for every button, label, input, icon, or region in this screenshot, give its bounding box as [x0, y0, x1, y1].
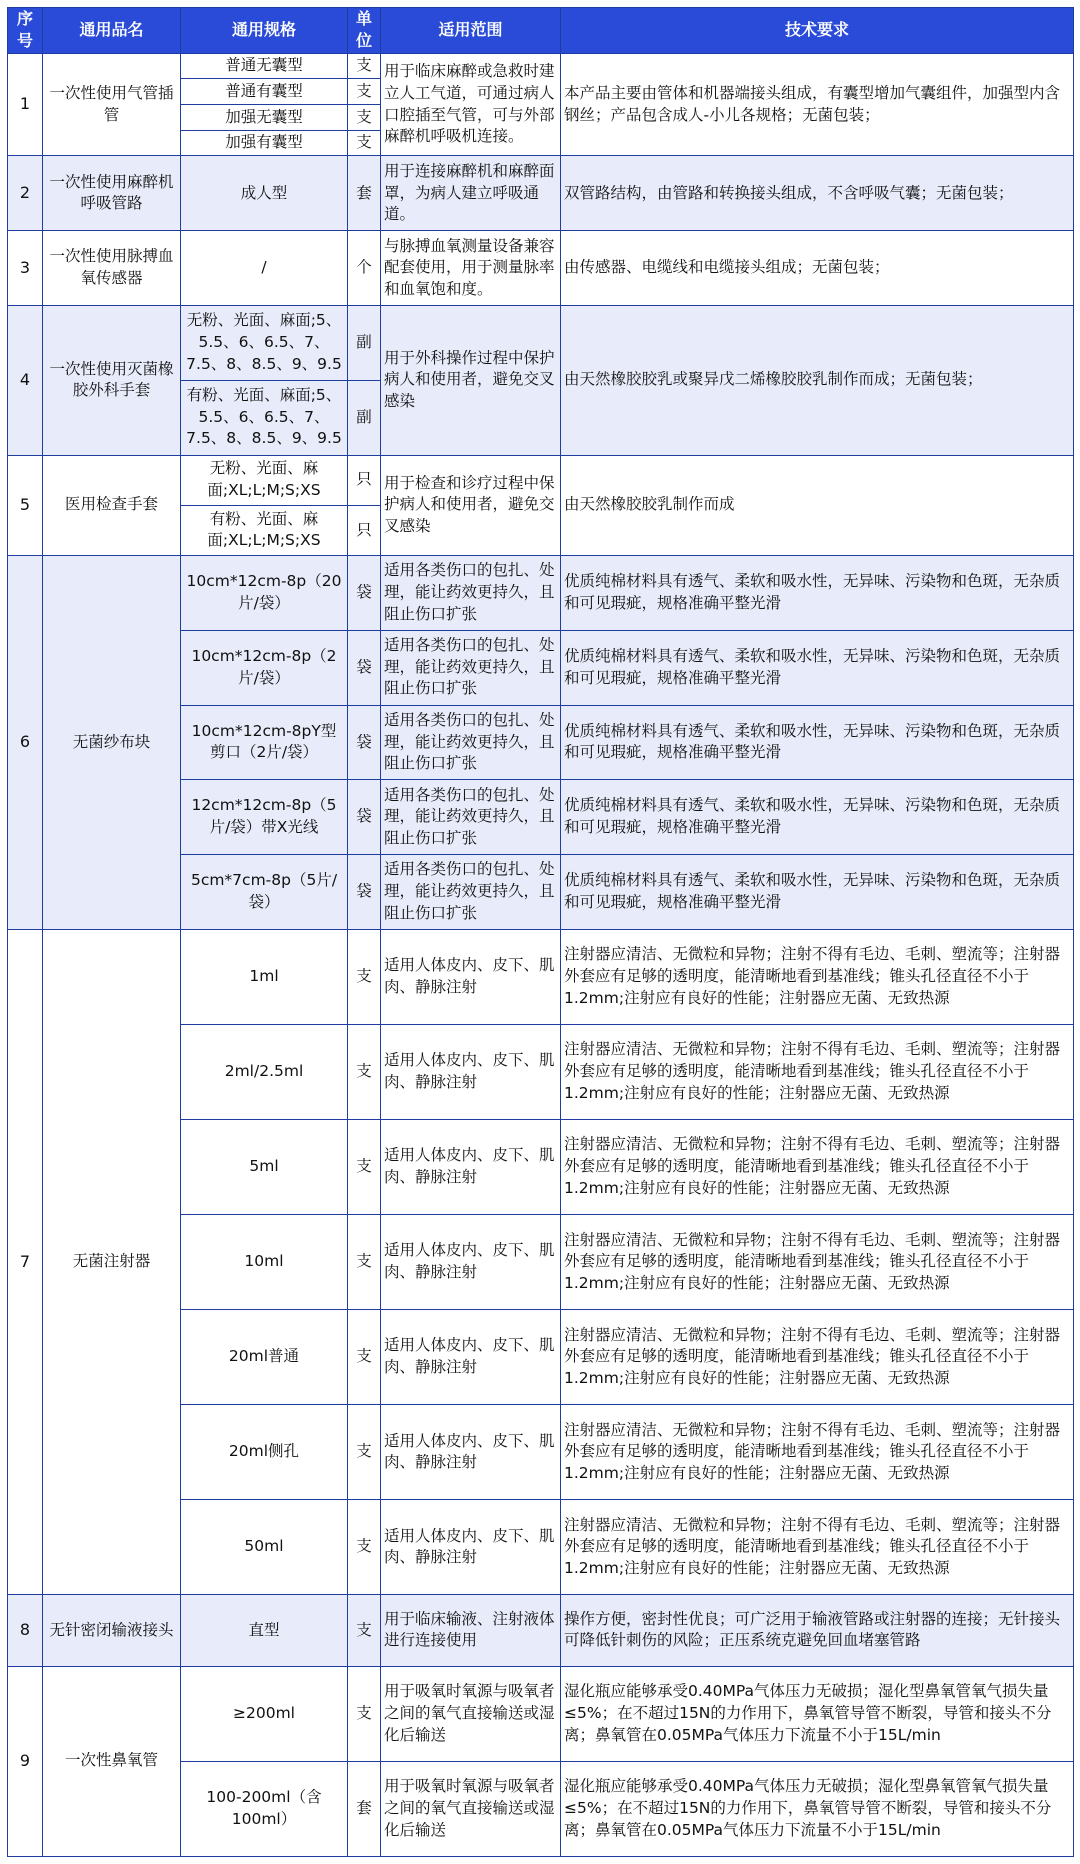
requirement-cell: 优质纯棉材料具有透气、柔软和吸水性，无异味、污染物和色斑，无杂质和可见瑕疵，规格准确平整光滑 — [561, 555, 1074, 630]
requirement-cell: 由天然橡胶胶乳制作而成 — [561, 455, 1074, 555]
table-row — [8, 1595, 1074, 1666]
unit-cell: 支 — [348, 1310, 381, 1405]
spec-cell: 有粉、光面、麻面;XL;L;M;S;XS — [181, 505, 348, 555]
requirement-cell: 本产品主要由管体和机器端接头组成，有囊型增加气囊组件，加强型内含钢丝；产品包含成人-小儿各规格；无菌包装； — [561, 53, 1074, 156]
spec-cell: 20ml侧孔 — [181, 1405, 348, 1500]
product-name: 无菌注射器 — [43, 929, 181, 1595]
header-name: 通用品名 — [43, 8, 181, 54]
unit-cell: 袋 — [348, 555, 381, 630]
spec-cell: 50ml — [181, 1500, 348, 1595]
spec-cell: 20ml普通 — [181, 1310, 348, 1405]
unit-cell: 副 — [348, 306, 381, 381]
unit-cell: 袋 — [348, 630, 381, 705]
scope-cell: 适用各类伤口的包扎、处理，能让药效更持久，且阻止伤口扩张 — [381, 855, 561, 930]
row-number: 9 — [8, 1666, 43, 1856]
table-row — [8, 1666, 1074, 1761]
spec-cell: 成人型 — [181, 156, 348, 231]
table-row — [8, 231, 1074, 306]
scope-cell: 用于连接麻醉机和麻醉面罩，为病人建立呼吸通道。 — [381, 156, 561, 231]
unit-cell: 袋 — [348, 855, 381, 930]
unit-cell: 支 — [348, 105, 381, 131]
header-spec: 通用规格 — [181, 8, 348, 54]
unit-cell: 套 — [348, 1761, 381, 1856]
requirement-cell: 注射器应清洁、无微粒和异物；注射不得有毛边、毛刺、塑流等；注射器外套应有足够的透明度，能清晰地看到基准线；锥头孔径直径不小于1.2mm;注射应有良好的性能；注射器应无菌、无致热源 — [561, 1119, 1074, 1214]
requirement-cell: 注射器应清洁、无微粒和异物；注射不得有毛边、毛刺、塑流等；注射器外套应有足够的透明度，能清晰地看到基准线；锥头孔径直径不小于1.2mm;注射应有良好的性能；注射器应无菌、无致热源 — [561, 1215, 1074, 1310]
product-name: 无菌纱布块 — [43, 555, 181, 929]
requirement-cell: 由传感器、电缆线和电缆接头组成；无菌包装； — [561, 231, 1074, 306]
requirement-cell: 湿化瓶应能够承受0.40MPa气体压力无破损；湿化型鼻氧管氧气损失量≤5%；在不超过15N的力作用下，鼻氧管导管不断裂，导管和接头不分离；鼻氧管在0.05MPa气体压力下流量不小于15L/min — [561, 1761, 1074, 1856]
header-requirement: 技术要求 — [561, 8, 1074, 54]
scope-cell: 用于吸氧时氧源与吸氧者之间的氧气直接输送或湿化后输送 — [381, 1666, 561, 1761]
unit-cell: 只 — [348, 455, 381, 505]
spec-cell: 5ml — [181, 1119, 348, 1214]
scope-cell: 适用人体皮内、皮下、肌肉、静脉注射 — [381, 929, 561, 1024]
table-row — [8, 156, 1074, 231]
unit-cell: 支 — [348, 929, 381, 1024]
unit-cell: 支 — [348, 1500, 381, 1595]
requirement-cell: 注射器应清洁、无微粒和异物；注射不得有毛边、毛刺、塑流等；注射器外套应有足够的透明度，能清晰地看到基准线；锥头孔径直径不小于1.2mm;注射应有良好的性能；注射器应无菌、无致热源 — [561, 1024, 1074, 1119]
unit-cell: 支 — [348, 1405, 381, 1500]
spec-cell: 有粉、光面、麻面;5、5.5、6、6.5、7、7.5、8、8.5、9、9.5 — [181, 380, 348, 455]
spec-cell: 10cm*12cm-8p（20片/袋） — [181, 555, 348, 630]
spec-cell: 12cm*12cm-8p（5片/袋）带X光线 — [181, 780, 348, 855]
spec-cell: 100-200ml（含100ml） — [181, 1761, 348, 1856]
row-number: 1 — [8, 53, 43, 156]
unit-cell: 袋 — [348, 705, 381, 780]
product-name: 一次性使用脉搏血氧传感器 — [43, 231, 181, 306]
unit-cell: 袋 — [348, 780, 381, 855]
spec-cell: 10cm*12cm-8p（2片/袋） — [181, 630, 348, 705]
spec-cell: 5cm*7cm-8p（5片/袋） — [181, 855, 348, 930]
product-name: 医用检查手套 — [43, 455, 181, 555]
requirement-cell: 注射器应清洁、无微粒和异物；注射不得有毛边、毛刺、塑流等；注射器外套应有足够的透明度，能清晰地看到基准线；锥头孔径直径不小于1.2mm;注射应有良好的性能；注射器应无菌、无致热源 — [561, 1310, 1074, 1405]
product-name: 一次性使用气管插管 — [43, 53, 181, 156]
table-row — [8, 306, 1074, 381]
table-row — [8, 53, 1074, 79]
requirement-cell: 湿化瓶应能够承受0.40MPa气体压力无破损；湿化型鼻氧管氧气损失量≤5%；在不超过15N的力作用下，鼻氧管导管不断裂，导管和接头不分离；鼻氧管在0.05MPa气体压力下流量不小于15L/min — [561, 1666, 1074, 1761]
unit-cell: 个 — [348, 231, 381, 306]
spec-cell: 普通有囊型 — [181, 79, 348, 105]
row-number: 6 — [8, 555, 43, 929]
product-spec-table — [7, 7, 1074, 1857]
spec-cell: 10ml — [181, 1215, 348, 1310]
product-name: 无针密闭输液接头 — [43, 1595, 181, 1666]
spec-cell: ≥200ml — [181, 1666, 348, 1761]
header-scope: 适用范围 — [381, 8, 561, 54]
spec-cell: 2ml/2.5ml — [181, 1024, 348, 1119]
scope-cell: 用于临床输液、注射液体进行连接使用 — [381, 1595, 561, 1666]
row-number: 7 — [8, 929, 43, 1595]
spec-cell: 无粉、光面、麻面;XL;L;M;S;XS — [181, 455, 348, 505]
requirement-cell: 注射器应清洁、无微粒和异物；注射不得有毛边、毛刺、塑流等；注射器外套应有足够的透明度，能清晰地看到基准线；锥头孔径直径不小于1.2mm;注射应有良好的性能；注射器应无菌、无致热源 — [561, 1405, 1074, 1500]
header-unit: 单位 — [348, 8, 381, 54]
scope-cell: 适用人体皮内、皮下、肌肉、静脉注射 — [381, 1024, 561, 1119]
unit-cell: 副 — [348, 380, 381, 455]
scope-cell: 适用人体皮内、皮下、肌肉、静脉注射 — [381, 1405, 561, 1500]
requirement-cell: 双管路结构，由管路和转换接头组成，不含呼吸气囊；无菌包装； — [561, 156, 1074, 231]
scope-cell: 适用人体皮内、皮下、肌肉、静脉注射 — [381, 1310, 561, 1405]
unit-cell: 支 — [348, 1119, 381, 1214]
scope-cell: 适用各类伤口的包扎、处理，能让药效更持久，且阻止伤口扩张 — [381, 555, 561, 630]
unit-cell: 支 — [348, 1595, 381, 1666]
unit-cell: 支 — [348, 1024, 381, 1119]
scope-cell: 适用各类伤口的包扎、处理，能让药效更持久，且阻止伤口扩张 — [381, 630, 561, 705]
table-row — [8, 929, 1074, 1024]
scope-cell: 适用人体皮内、皮下、肌肉、静脉注射 — [381, 1119, 561, 1214]
scope-cell: 适用人体皮内、皮下、肌肉、静脉注射 — [381, 1215, 561, 1310]
scope-cell: 用于吸氧时氧源与吸氧者之间的氧气直接输送或湿化后输送 — [381, 1761, 561, 1856]
row-number: 4 — [8, 306, 43, 456]
requirement-cell: 操作方便，密封性优良；可广泛用于输液管路或注射器的连接；无针接头可降低针刺伤的风险；正压系统克避免回血堵塞管路 — [561, 1595, 1074, 1666]
scope-cell: 用于外科操作过程中保护病人和使用者，避免交叉感染 — [381, 306, 561, 456]
table-header-row — [8, 8, 1074, 54]
table-row — [8, 555, 1074, 630]
scope-cell: 与脉搏血氧测量设备兼容配套使用，用于测量脉率和血氧饱和度。 — [381, 231, 561, 306]
spec-cell: 普通无囊型 — [181, 53, 348, 79]
spec-cell: / — [181, 231, 348, 306]
row-number: 3 — [8, 231, 43, 306]
scope-cell: 适用人体皮内、皮下、肌肉、静脉注射 — [381, 1500, 561, 1595]
unit-cell: 支 — [348, 130, 381, 156]
unit-cell: 支 — [348, 1215, 381, 1310]
spec-cell: 加强无囊型 — [181, 105, 348, 131]
spec-cell: 直型 — [181, 1595, 348, 1666]
row-number: 8 — [8, 1595, 43, 1666]
product-name: 一次性鼻氧管 — [43, 1666, 181, 1856]
product-name: 一次性使用麻醉机呼吸管路 — [43, 156, 181, 231]
table-row — [8, 455, 1074, 505]
scope-cell: 用于检查和诊疗过程中保护病人和使用者，避免交叉感染 — [381, 455, 561, 555]
scope-cell: 用于临床麻醉或急救时建立人工气道，可通过病人口腔插至气管，可与外部麻醉机呼吸机连接。 — [381, 53, 561, 156]
unit-cell: 支 — [348, 53, 381, 79]
spec-cell: 无粉、光面、麻面;5、5.5、6、6.5、7、7.5、8、8.5、9、9.5 — [181, 306, 348, 381]
requirement-cell: 优质纯棉材料具有透气、柔软和吸水性，无异味、污染物和色斑，无杂质和可见瑕疵，规格准确平整光滑 — [561, 855, 1074, 930]
requirement-cell: 优质纯棉材料具有透气、柔软和吸水性，无异味、污染物和色斑，无杂质和可见瑕疵，规格准确平整光滑 — [561, 630, 1074, 705]
requirement-cell: 注射器应清洁、无微粒和异物；注射不得有毛边、毛刺、塑流等；注射器外套应有足够的透明度，能清晰地看到基准线；锥头孔径直径不小于1.2mm;注射应有良好的性能；注射器应无菌、无致热源 — [561, 929, 1074, 1024]
requirement-cell: 优质纯棉材料具有透气、柔软和吸水性，无异味、污染物和色斑，无杂质和可见瑕疵，规格准确平整光滑 — [561, 780, 1074, 855]
unit-cell: 支 — [348, 79, 381, 105]
requirement-cell: 由天然橡胶胶乳或聚异戊二烯橡胶胶乳制作而成；无菌包装； — [561, 306, 1074, 456]
scope-cell: 适用各类伤口的包扎、处理，能让药效更持久，且阻止伤口扩张 — [381, 780, 561, 855]
unit-cell: 只 — [348, 505, 381, 555]
spec-cell: 10cm*12cm-8pY型剪口（2片/袋） — [181, 705, 348, 780]
unit-cell: 支 — [348, 1666, 381, 1761]
row-number: 2 — [8, 156, 43, 231]
spec-cell: 1ml — [181, 929, 348, 1024]
header-no: 序号 — [8, 8, 43, 54]
spec-cell: 加强有囊型 — [181, 130, 348, 156]
product-name: 一次性使用灭菌橡胶外科手套 — [43, 306, 181, 456]
row-number: 5 — [8, 455, 43, 555]
unit-cell: 套 — [348, 156, 381, 231]
scope-cell: 适用各类伤口的包扎、处理，能让药效更持久，且阻止伤口扩张 — [381, 705, 561, 780]
requirement-cell: 注射器应清洁、无微粒和异物；注射不得有毛边、毛刺、塑流等；注射器外套应有足够的透明度，能清晰地看到基准线；锥头孔径直径不小于1.2mm;注射应有良好的性能；注射器应无菌、无致热源 — [561, 1500, 1074, 1595]
requirement-cell: 优质纯棉材料具有透气、柔软和吸水性，无异味、污染物和色斑，无杂质和可见瑕疵，规格准确平整光滑 — [561, 705, 1074, 780]
